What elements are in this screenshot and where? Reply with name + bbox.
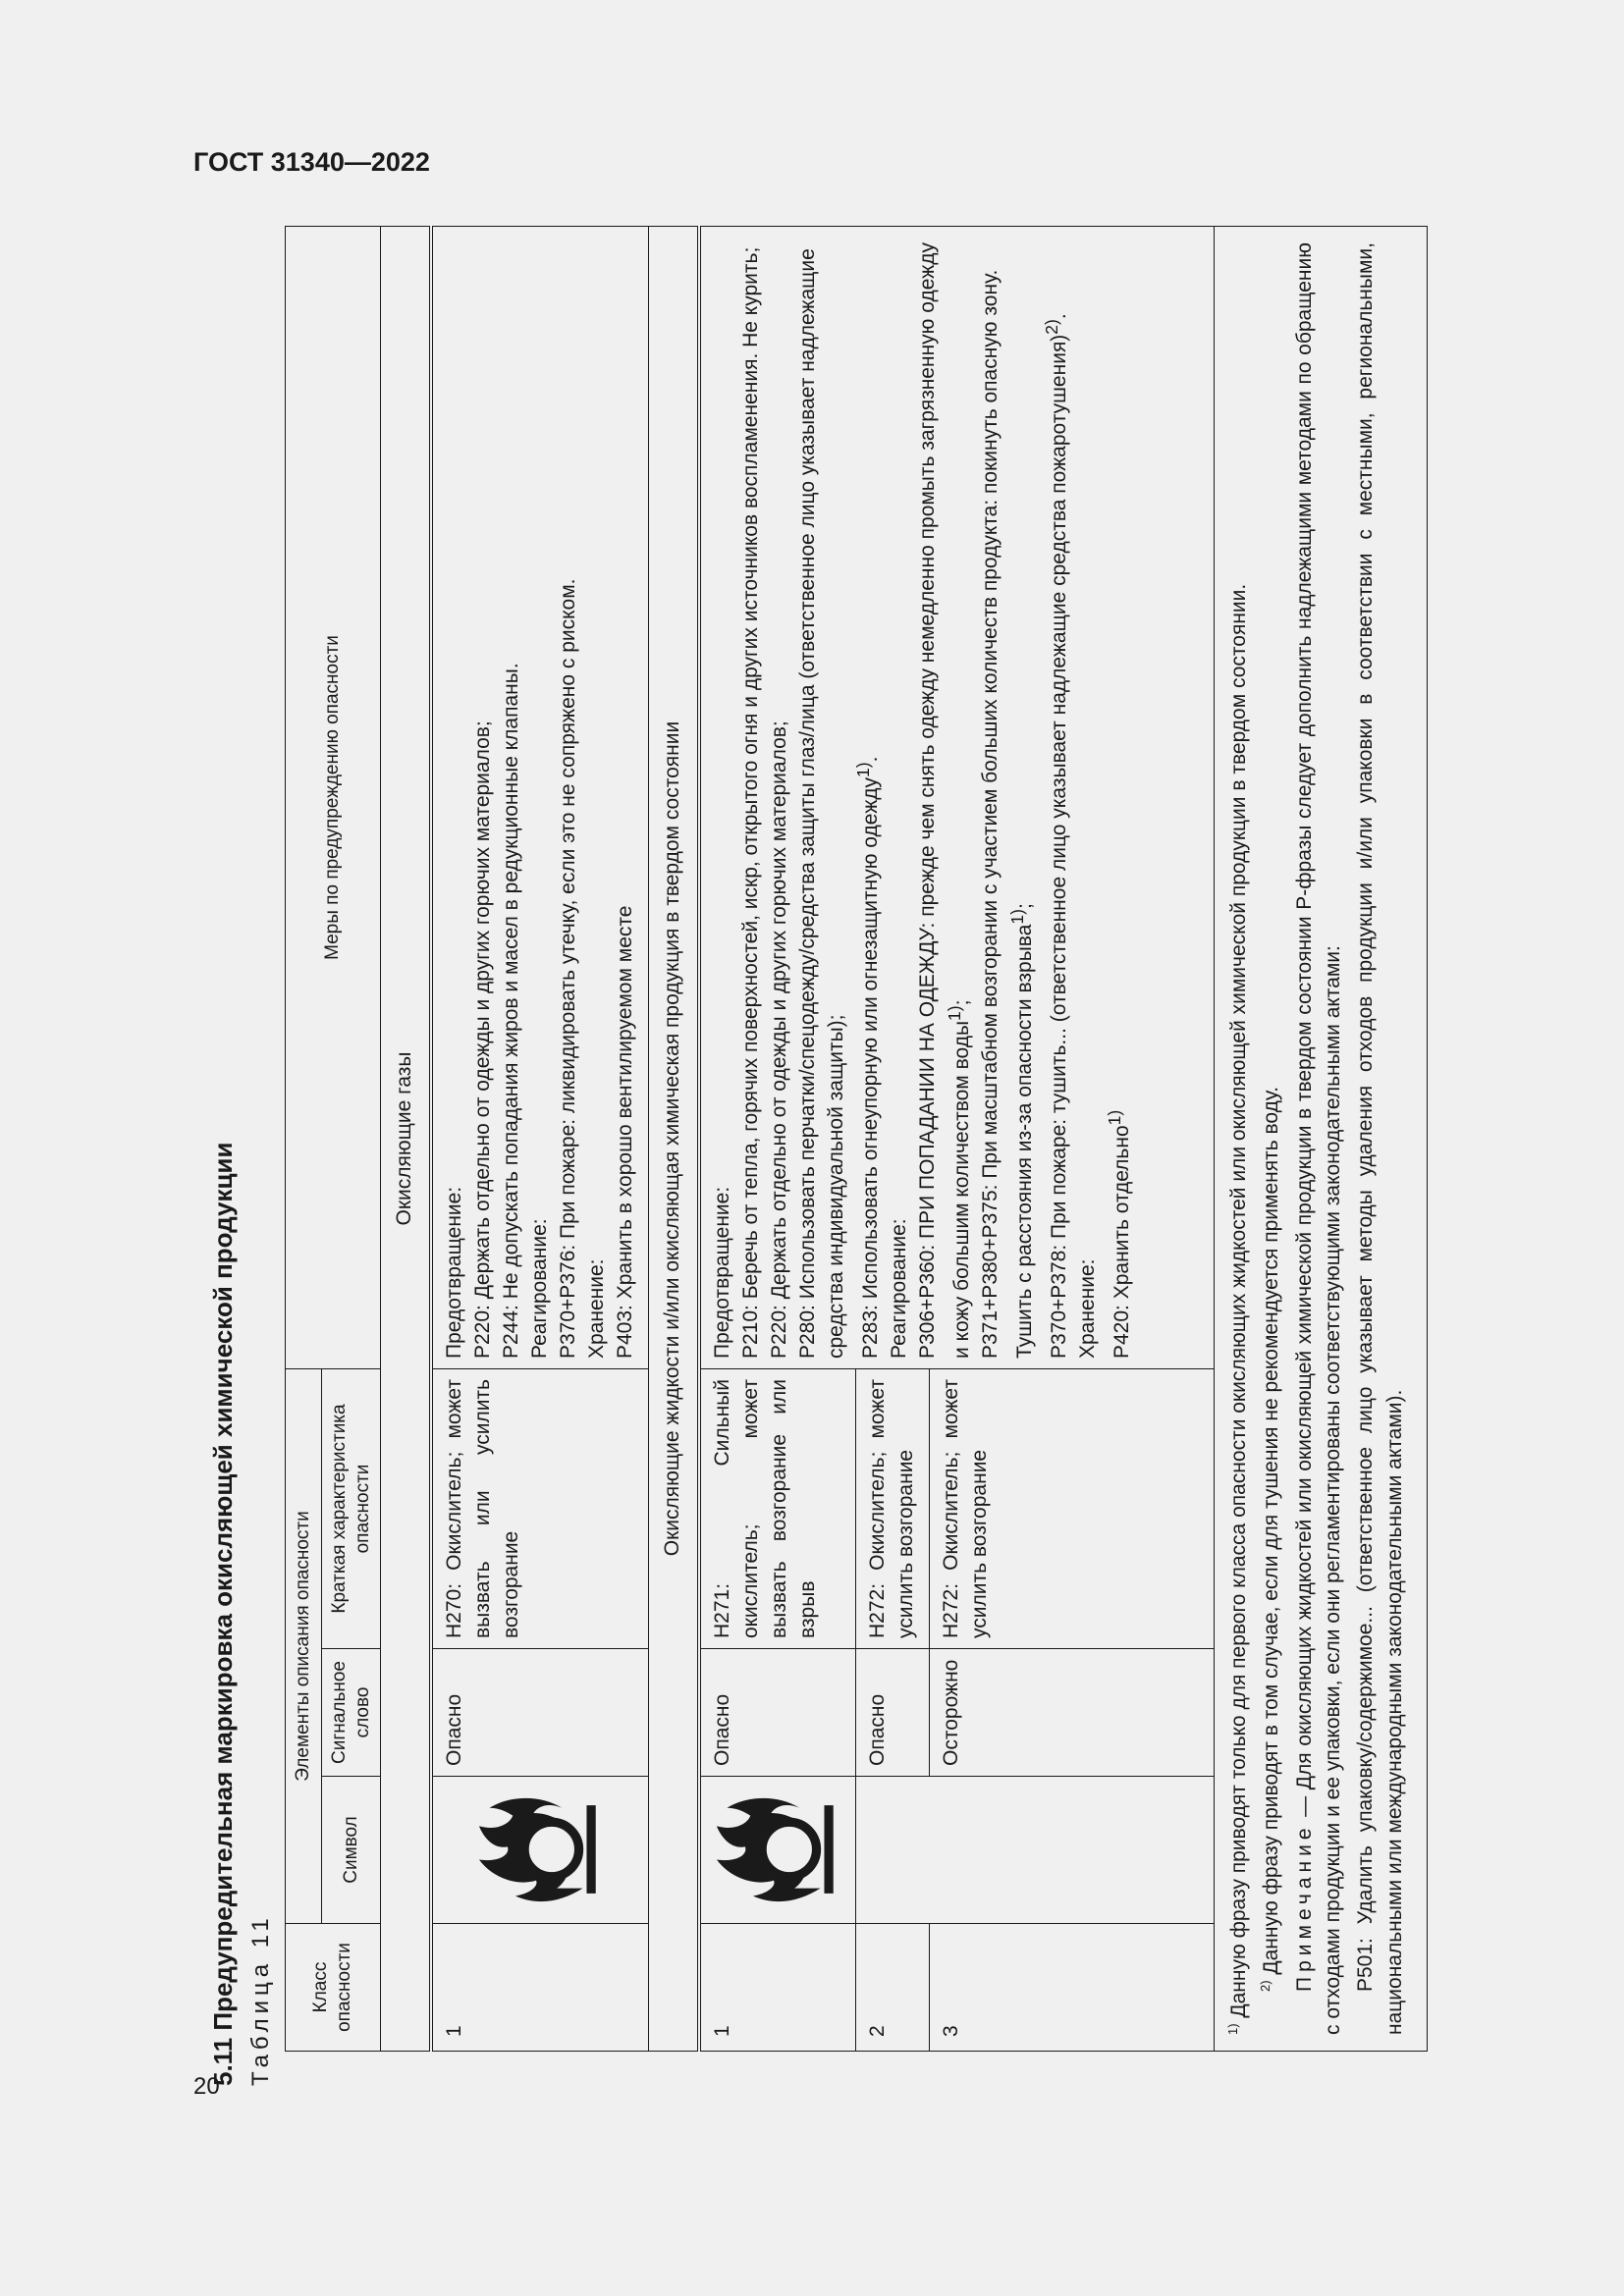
- rotated-content: [208, 142, 1514, 2086]
- signal-cell: Осторожно: [929, 1649, 1214, 1777]
- footnote-2: $^{2)}$ Данную фразу приводят в том случае, если для тушения не рекомендуется применять воду.: [1258, 1086, 1283, 1992]
- table-row: [431, 227, 648, 2052]
- measure-line: P210: Беречь от тепла, горячих поверхностей, искр, открытого огня и других источников воспламенения. Не курить;: [738, 246, 762, 1359]
- measure-line: P306+P360: ПРИ ПОПАДАНИИ НА ОДЕЖДУ: прежде чем снять одежду немедленно промыть загрязненную одежду и кожу большим количеством воды$^{1)}$;: [915, 242, 973, 1359]
- document-header: ГОСТ 31340—2022: [193, 147, 430, 177]
- measure-line: Предотвращение:: [443, 1186, 466, 1359]
- footnote-1: $^{1)}$ Данную фразу приводят только для первого класса опасности окисляющих жидкостей или окисляющей химической продукции в твердом состоянии.: [1224, 583, 1250, 2035]
- table-note: Примечание — Для окисляющих жидкостей или окисляющей химической продукции в твердом состоянии P-фразы следует дополнить надлежащими методами по обращению с отходами продукции и ее упаковки, если они регламентированы соответствующими законодательными актами:: [1292, 242, 1345, 2035]
- symbol-cell-empty: [855, 1777, 1214, 1924]
- measure-line: P371+P380+P375: При масштабном возгорании с участием больших количеств продукта: покинуть опасную зону. Тушить с расстояния из-за опасности взрыва$^{1)}$;: [978, 269, 1036, 1359]
- col-signal-word: Сигнальное слово: [321, 1649, 381, 1777]
- class-cell: 1: [431, 1924, 648, 2052]
- section-title: 5.11 Предупредительная маркировка окисляющей химической продукции: [208, 1142, 238, 2086]
- measure-line: P220: Держать отдельно от одежды и других горючих материалов;: [471, 721, 495, 1359]
- col-symbol: Символ: [321, 1777, 381, 1924]
- table-caption: Таблица 11: [247, 1913, 274, 2086]
- measure-line: P280: Использовать перчатки/спецодежду/средства защиты глаз/лица (ответственное лицо указывает надлежащие средства индивидуальной защиты);: [795, 248, 847, 1359]
- col-hazard-class: Класс опасности: [286, 1924, 381, 2052]
- measure-line: Хранение:: [585, 1258, 609, 1359]
- measure-line: P420: Хранить отдельно$^{1)}$: [1104, 1109, 1133, 1359]
- col-measures: Меры по предупреждению опасности: [286, 227, 381, 1369]
- measures-cell: [431, 227, 648, 1369]
- col-elements: Элементы описания опасности: [286, 1369, 322, 1924]
- page-number: 20: [193, 2073, 220, 2100]
- signal-cell: Опасно: [855, 1649, 929, 1777]
- measure-line: Реагирование:: [887, 1218, 910, 1359]
- symbol-cell: [699, 1777, 855, 1924]
- measures-cell: [699, 227, 1214, 1369]
- short-cell: H272: Окислитель; может усилить возгорание: [855, 1369, 929, 1649]
- measure-line: P283: Использовать огнеупорную или огнезащитную одежду$^{1)}$.: [852, 756, 882, 1359]
- measure-line: P220: Держать отдельно от одежды и других горючих материалов;: [767, 721, 790, 1359]
- signal-cell: Опасно: [431, 1649, 648, 1777]
- table-row: [699, 227, 855, 2052]
- col-short-char: Краткая характеристика опасности: [321, 1369, 381, 1649]
- symbol-cell: [431, 1777, 648, 1924]
- section-gases: Окисляющие газы: [381, 227, 431, 2052]
- class-cell: 1: [699, 1924, 855, 2052]
- class-cell: 3: [929, 1924, 1214, 2052]
- measure-line: Предотвращение:: [710, 1186, 733, 1359]
- short-cell: H271: Сильный окислитель; может вызвать возгорание или взрыв: [699, 1369, 855, 1649]
- measure-line: P244: Не допускать попадания жиров и масел в редукционные клапаны.: [500, 663, 523, 1359]
- flame-over-circle-icon: [471, 1786, 601, 1915]
- measure-line: Хранение:: [1075, 1258, 1099, 1359]
- flame-over-circle-icon: [709, 1786, 839, 1915]
- section-liquids: Окисляющие жидкости и/или окисляющая химическая продукция в твердом состоянии: [649, 227, 699, 2052]
- measure-line: P370+P376: При пожаре: ликвидировать утечку, если это не сопряжено с риском.: [557, 578, 580, 1359]
- measure-line: Реагирование:: [528, 1218, 552, 1359]
- short-cell: H272: Окислитель; может усилить возгорание: [929, 1369, 1214, 1649]
- marking-table: [285, 226, 1428, 2052]
- signal-cell: Опасно: [699, 1649, 855, 1777]
- note-p501: P501: Удалить упаковку/содержимое... (ответственное лицо указывает методы удаления отходов продукции и/или упаковки в соответствии с местными, региональными, национальными или международными законодательными актами).: [1354, 242, 1406, 2035]
- footnotes: [1214, 227, 1427, 2052]
- class-cell: 2: [855, 1924, 929, 2052]
- measure-line: P370+P378: При пожаре: тушить... (ответственное лицо указывает надлежащие средства пожаротушения)$^{2)}$.: [1041, 313, 1070, 1359]
- short-cell: H270: Окислитель; может вызвать или усилить возгорание: [431, 1369, 648, 1649]
- measure-line: P403: Хранить в хорошо вентилируемом месте: [614, 905, 637, 1359]
